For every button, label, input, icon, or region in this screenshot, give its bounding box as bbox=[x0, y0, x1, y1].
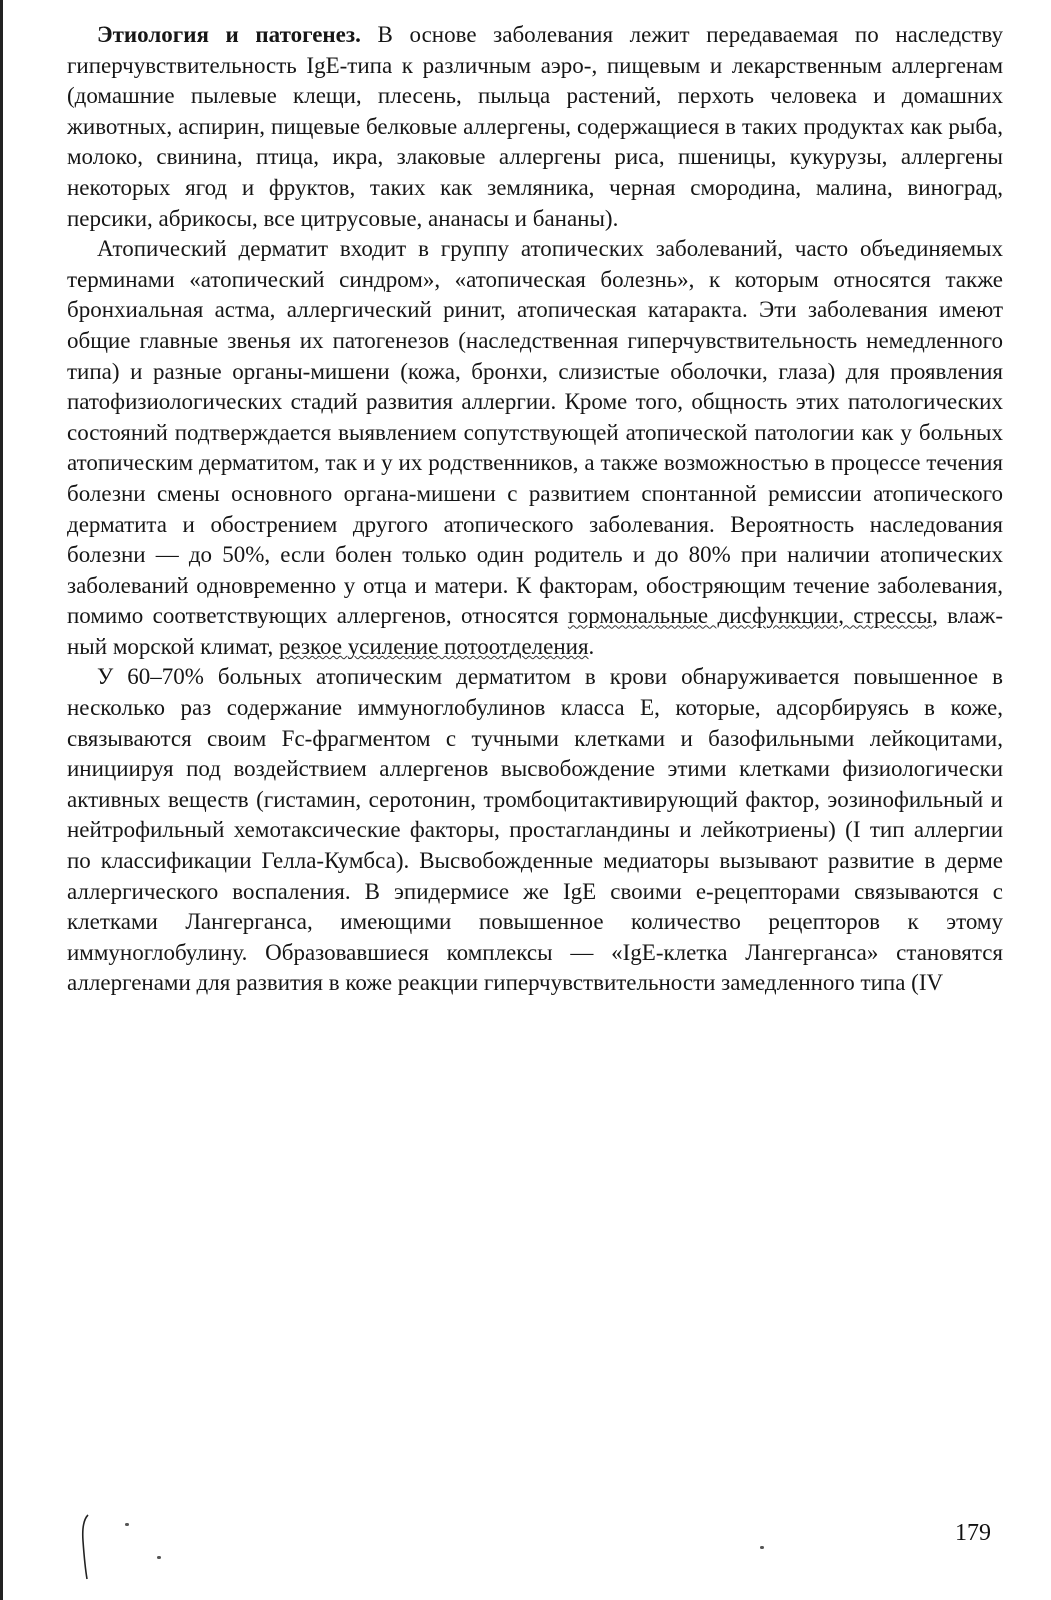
paragraph-text: . bbox=[588, 633, 595, 659]
pen-stroke-mark bbox=[78, 1513, 92, 1581]
paragraph-text: Атопический дерматит входит в группу атопических заболеваний, часто объединяемых терминами «атопический синдром», «атопическая болезнь», к которым относятся также бронхиальная астма, аллергический ринит, атопическая катаракта. Эти заболевания имеют общие главные звенья их патогенезов (наследственная гиперчувствительность немедленного типа) и разные органы-мишени (кожа, бронхи, слизистые оболочки, глаза) для проявления патофизиологических стадий развития аллергии. Кроме того, общность этих патологических состояний подтверждается выявлением сопутствующей атопической патологии как у больных атопическим дерматитом, так и у их родственников, а также возможностью в процессе течения болезни смены основного органа-мишени с развитием спонтанной ремиссии атопического дерматита и обострением другого атопического заболевания. Вероятность наследования болезни — до 50%, если болен только один родитель и до 80% при наличии атопических заболеваний одновременно у отца и матери. К факторам, обостряющим течение заболевания, помимо соответствующих аллергенов, относятся bbox=[67, 236, 1003, 629]
section-heading: Этиология и патогенез. bbox=[97, 22, 361, 47]
stray-dot bbox=[760, 1546, 764, 1549]
paragraph-etiology bbox=[67, 20, 1003, 234]
paragraph-atopic-syndrome bbox=[67, 234, 1003, 662]
paragraph-text: В основе заболевания лежит передаваемая по наследству гиперчувствительность IgE-типа к различным аэро-, пищевым и лекарственным аллергенам (домашние пылевые клещи, плесень, пыльца растений, перхоть человека и домашних животных, аспирин, пищевые белковые аллергены, содержащиеся в таких продуктах как рыба, молоко, свинина, птица, икра, злаковые аллергены риса, пшеницы, кукурузы, аллергены некоторых ягод и фруктов, таких как земляника, черная смородина, малина, виноград, персики, абрикосы, все цитрусовые, ананасы и бананы). bbox=[67, 22, 1003, 231]
stray-dot bbox=[125, 1523, 129, 1526]
pen-underlined-text: гормональные дисфункции, стрессы bbox=[567, 603, 933, 629]
paragraph-text: , влажный морской климат, bbox=[67, 603, 1003, 659]
pen-underlined-text: резкое усиление потоотделения bbox=[278, 633, 589, 659]
stray-dot bbox=[157, 1556, 161, 1559]
paragraph-text: У 60–70% больных атопическим дерматитом в крови обнаруживается повышенное в несколько раз содержание иммуноглобулинов класса Е, которые, адсорбируясь в коже, связываются своим Fc-фрагментом с тучными клетками и базофильными лейкоцитами, инициируя под воздействием аллергенов высвобождение этими клетками физиологически активных веществ (гистамин, серотонин, тромбоцитактивирующий фактор, эозинофильный и нейтрофильный хемотаксические факторы, простагландины и лейкотриены) (I тип аллергии по классификации Гелла-Кумбса). Высвобожденные медиаторы вызывают развитие в дерме аллергического воспаления. В эпидермисе же IgE своими е-рецепторами связываются с клетками Лангерганса, имеющими повышенное количество рецепторов к этому иммуноглобулину. Образовавшиеся комплексы — «IgE-клетка Лангерганса» становятся аллергенами для развития в коже реакции гиперчувствительности замедленного типа (IV bbox=[67, 664, 1003, 996]
paragraph-ige-mechanism bbox=[67, 662, 1003, 999]
body-text bbox=[67, 20, 1003, 999]
page-number: 179 bbox=[955, 1520, 991, 1546]
